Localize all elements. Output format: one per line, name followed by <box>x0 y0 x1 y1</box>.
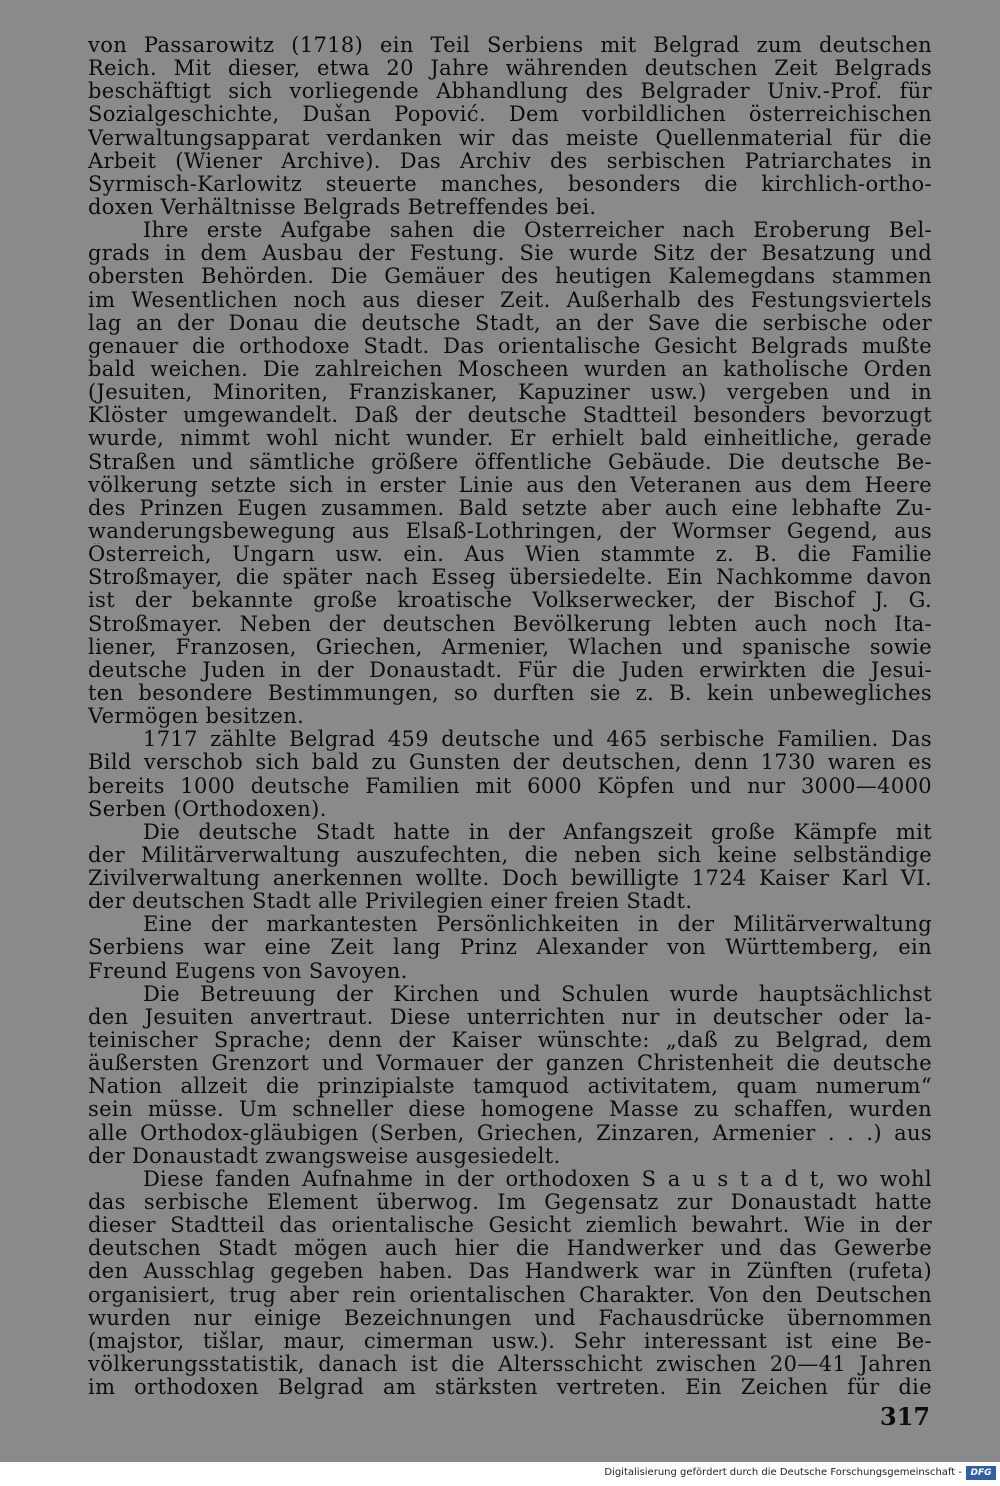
text-line: wurde, nimmt wohl nicht wunder. Er erhielt bald einheitliche, gerade <box>88 427 932 451</box>
text-line: im Wesentlichen noch aus dieser Zeit. Außerhalb des Festungsviertels <box>88 288 932 312</box>
text-line: liener, Franzosen, Griechen, Armenier, Wlachen und spanische sowie <box>88 635 932 659</box>
text-line: den Jesuiten anvertraut. Diese unterrichten nur in deutscher oder la- <box>88 1005 932 1029</box>
text-line: Stroßmayer, die später nach Esseg übersiedelte. Ein Nachkomme davon <box>88 566 932 590</box>
dfg-logo: DFG <box>966 1466 996 1480</box>
text-line: Bild verschob sich bald zu Gunsten der deutschen, denn 1730 waren es <box>88 751 932 775</box>
text-line: Nation allzeit die prinzipialste tamquod activitatem, quam numerum“ <box>88 1075 932 1099</box>
text-line: Serben (Orthodoxen). <box>88 797 327 821</box>
text-line: doxen Verhältnisse Belgrads Betreffendes bei. <box>88 195 597 219</box>
text-line: Diese fanden Aufnahme in der orthodoxen S a u s t a d t, wo wohl <box>143 1167 932 1191</box>
text-line: Die deutsche Stadt hatte in der Anfangszeit große Kämpfe mit <box>143 820 932 844</box>
text-line: wurden nur einige Bezeichnungen und Fachausdrücke übernommen <box>88 1306 932 1330</box>
text-line: beschäftigt sich vorliegende Abhandlung des Belgrader Univ.-Prof. für <box>88 80 932 104</box>
text-line: Verwaltungsapparat verdanken wir das meiste Quellenmaterial für die <box>88 126 932 150</box>
text-line: Österreich, Ungarn usw. ein. Aus Wien stammte z. B. die Familie <box>88 543 932 567</box>
text-line: ist der bekannte große kroatische Volkserwecker, der Bischof J. G. <box>88 589 932 613</box>
text-line: deutsche Juden in der Donaustadt. Für die Juden erwirkten die Jesui- <box>88 658 932 682</box>
text-line: völkerung setzte sich in erster Linie aus den Veteranen aus dem Heere <box>88 473 932 497</box>
text-line: Sozialgeschichte, Dušan Popović. Dem vorbildlichen österreichischen <box>88 103 932 127</box>
text-line: Vermögen besitzen. <box>88 705 305 729</box>
text-line: Stroßmayer. Neben der deutschen Bevölkerung lebten auch noch Ita- <box>88 612 932 636</box>
text-line: der deutschen Stadt alle Privilegien einer freien Stadt. <box>88 890 693 914</box>
text-line: bald weichen. Die zahlreichen Moscheen wurden an katholische Orden <box>88 357 932 381</box>
text-line: 1717 zählte Belgrad 459 deutsche und 465 serbische Familien. Das <box>143 728 932 752</box>
text-line: Serbiens war eine Zeit lang Prinz Alexander von Württemberg, ein <box>88 936 932 960</box>
text-line: das serbische Element überwog. Im Gegensatz zur Donaustadt hatte <box>88 1191 932 1215</box>
body-text <box>88 34 932 1399</box>
text-line: lag an der Donau die deutsche Stadt, an der Save die serbische oder <box>88 311 932 335</box>
text-line: im orthodoxen Belgrad am stärksten vertreten. Ein Zeichen für die <box>88 1376 932 1400</box>
text-line: Reich. Mit dieser, etwa 20 Jahre währenden deutschen Zeit Belgrads <box>88 57 932 81</box>
text-line: teinischer Sprache; denn der Kaiser wünschte: „daß zu Belgrad, dem <box>88 1029 932 1053</box>
digitization-footer <box>0 1462 1000 1486</box>
text-line: der Donaustadt zwangsweise ausgesiedelt. <box>88 1144 561 1168</box>
text-line: obersten Behörden. Die Gemäuer des heutigen Kalemegdans stammen <box>88 265 932 289</box>
text-line: Zivilverwaltung anerkennen wollte. Doch bewilligte 1724 Kaiser Karl VI. <box>88 867 932 891</box>
text-line: bereits 1000 deutsche Familien mit 6000 Köpfen und nur 3000—4000 <box>88 774 932 798</box>
text-line: von Passarowitz (1718) ein Teil Serbiens mit Belgrad zum deutschen <box>88 34 932 57</box>
text-line: (Jesuiten, Minoriten, Franziskaner, Kapuziner usw.) vergeben und in <box>88 381 932 405</box>
text-line: Straßen und sämtliche größere öffentliche Gebäude. Die deutsche Be- <box>88 450 932 474</box>
text-line: dieser Stadtteil das orientalische Gesicht ziemlich bewahrt. Wie in der <box>88 1214 932 1238</box>
text-line: genauer die orthodoxe Stadt. Das orientalische Gesicht Belgrads mußte <box>88 334 932 358</box>
text-line: sein müsse. Um schneller diese homogene Masse zu schaffen, wurden <box>88 1098 932 1122</box>
text-line: der Militärverwaltung auszufechten, die neben sich keine selbständige <box>88 843 932 867</box>
page-number: 317 <box>880 1402 931 1431</box>
text-line: des Prinzen Eugen zusammen. Bald setzte aber auch eine lebhafte Zu- <box>88 496 932 520</box>
text-line: wanderungsbewegung aus Elsaß-Lothringen, der Wormser Gegend, aus <box>88 519 932 543</box>
text-line: alle Orthodox-gläubigen (Serben, Griechen, Zinzaren, Armenier . . .) aus <box>88 1121 932 1145</box>
text-line: (majstor, tišlar, maur, cimerman usw.). Sehr interessant ist eine Be- <box>88 1329 932 1353</box>
text-line: Arbeit (Wiener Archive). Das Archiv des serbischen Patriarchates in <box>88 149 932 173</box>
text-line: völkerungsstatistik, danach ist die Altersschicht zwischen 20—41 Jahren <box>88 1353 932 1377</box>
footer-credit-text: Digitalisierung gefördert durch die Deutsche Forschungsgemeinschaft - <box>604 1467 962 1478</box>
text-line: grads in dem Ausbau der Festung. Sie wurde Sitz der Besatzung und <box>88 242 932 266</box>
text-line: ten besondere Bestimmungen, so durften sie z. B. kein unbewegliches <box>88 681 932 705</box>
text-line: Die Betreuung der Kirchen und Schulen wurde hauptsächlichst <box>143 982 932 1006</box>
text-line: äußersten Grenzort und Vormauer der ganzen Christenheit die deutsche <box>88 1052 932 1076</box>
text-line: Syrmisch-Karlowitz steuerte manches, besonders die kirchlich-ortho- <box>88 172 932 196</box>
text-line: deutschen Stadt mögen auch hier die Handwerker und das Gewerbe <box>88 1237 932 1261</box>
text-line: Freund Eugens von Savoyen. <box>88 959 408 983</box>
text-line: Ihre erste Aufgabe sahen die Österreicher nach Eroberung Bel- <box>143 219 932 243</box>
text-line: Klöster umgewandelt. Daß der deutsche Stadtteil besonders bevorzugt <box>88 404 932 428</box>
text-line: Eine der markantesten Persönlichkeiten in der Militärverwaltung <box>143 913 932 937</box>
text-line: organisiert, trug aber rein orientalischen Charakter. Von den Deutschen <box>88 1283 932 1307</box>
text-line: den Ausschlag gegeben haben. Das Handwerk war in Zünften (rufeta) <box>88 1260 932 1284</box>
